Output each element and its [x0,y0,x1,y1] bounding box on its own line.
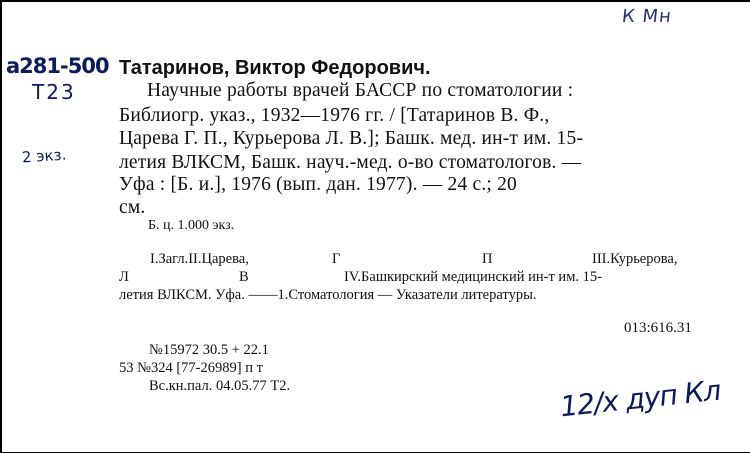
shelf-mark: а281-500 [6,54,109,78]
description-line: летия ВЛКСМ, Башк. науч.-мед. о-во стоматологов. — [119,152,582,173]
handwritten-signature: 12/х дуп Кл [558,373,722,424]
tracing-item: Г [332,251,341,267]
author-mark: Т23 [32,80,76,104]
registration-number: 53 №324 [77-26989] п т [119,360,263,376]
description-line: см. [119,197,146,218]
tracing-item: П [482,251,493,267]
description-line: Царева Г. П., Курьерова Л. В.]; Башк. мед. ин-т им. 15- [119,128,584,149]
classification-code: 013:616.31 [624,320,692,336]
card-author: Татаринов, Виктор Федорович. [119,57,431,79]
handwritten-stamp: К Мн [620,6,673,27]
description-line: Уфа : [Б. и.], 1976 (вып. дан. 1977). — 24 с.; 20 [119,174,518,195]
price-note: Б. ц. 1.000 экз. [148,218,235,233]
tracing-item: I.Загл.II.Царева, [150,251,249,267]
description-line: Библиогр. указ., 1932—1976 гг. / [Татаринов В. Ф., [119,105,550,126]
registration-number: Вс.кн.пал. 04.05.77 Т2. [149,378,291,394]
tracing-item: IV.Башкирский медицинский ин-т им. 15- [344,269,602,285]
copies-note: 2 экз. [21,145,67,167]
tracing-item: В [239,269,249,285]
tracing-item: III.Курьерова, [592,251,678,267]
tracing-line: летия ВЛКСМ. Уфа. ——1.Стоматология — Указатели литературы. [119,287,537,303]
registration-number: №15972 30.5 + 22.1 [149,342,269,358]
tracing-item: Л [119,269,129,285]
description-line: Научные работы врачей БАССР по стоматологии : [147,80,574,101]
